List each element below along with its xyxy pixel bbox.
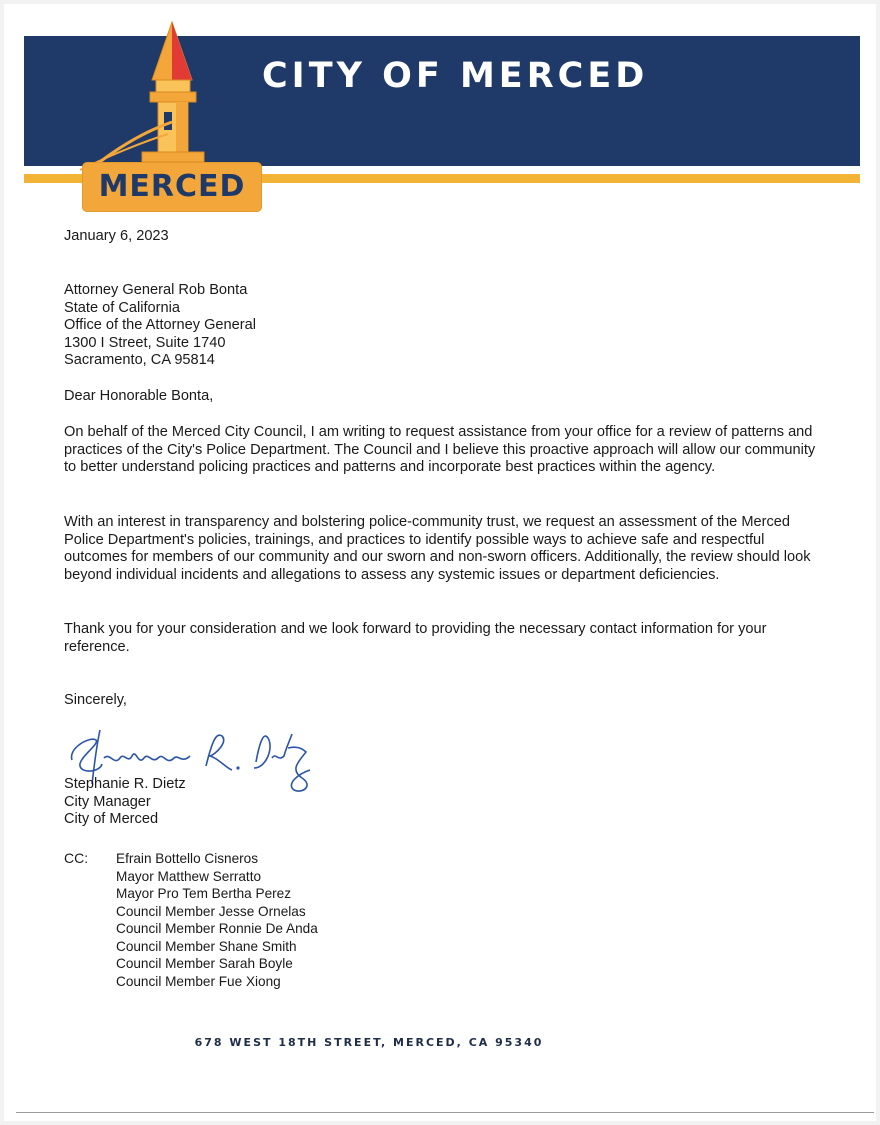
signer-title: City Manager — [64, 793, 151, 810]
recipient-address — [64, 282, 824, 370]
bottom-divider — [16, 1112, 874, 1113]
cc-recipient: Council Member Jesse Ornelas — [116, 903, 306, 919]
address-line: Office of the Attorney General — [64, 317, 256, 333]
letterhead-title: CITY OF MERCED — [262, 56, 649, 96]
cc-recipient: Mayor Matthew Serratto — [116, 868, 262, 884]
signer-org: City of Merced — [64, 811, 159, 827]
cc-recipient: Efrain Bottello Cisneros — [116, 851, 259, 866]
cc-label: CC: — [64, 850, 89, 866]
signer-name: Stephanie R. Dietz — [64, 776, 186, 792]
cc-recipient: Council Member Shane Smith — [116, 938, 297, 954]
cc-recipient: Council Member Sarah Boyle — [116, 956, 293, 971]
body-paragraph: With an interest in transparency and bolstering police-community trust, we request an assessment of the Merced Police Department's policies, trainings, and practices to identify possible ways to achieve safe and respectful outcomes for members of our community and our sworn and non-sworn officers. Additionally, the review should look beyond individual incidents and allegations to assess any systemic issues or department deficiencies. — [64, 514, 811, 583]
cc-recipient: Mayor Pro Tem Bertha Perez — [116, 886, 292, 901]
letter-date: January 6, 2023 — [64, 228, 169, 244]
cc-list — [116, 850, 318, 990]
address-line: 1300 I Street, Suite 1740 — [64, 334, 226, 351]
address-line: Sacramento, CA 95814 — [64, 352, 215, 368]
address-line: State of California — [64, 299, 181, 316]
body-paragraph: On behalf of the Merced City Council, I am writing to request assistance from your office for a review of patterns and practices of the City's Police Department. The Council and I believe this proactive approach will allow our community to better understand policing practices and patterns and incorporate best practices within the agency. — [64, 424, 816, 475]
cc-recipient: Council Member Ronnie De Anda — [116, 921, 318, 936]
body-paragraph: Thank you for your consideration and we look forward to providing the necessary contact information for your reference. — [64, 621, 767, 655]
courthouse-tower-logo-icon — [72, 18, 222, 178]
signer-block — [64, 776, 824, 829]
address-line: Attorney General Rob Bonta — [64, 282, 248, 298]
salutation: Dear Honorable Bonta, — [64, 388, 214, 404]
footer-address: 678 WEST 18TH STREET, MERCED, CA 95340 — [194, 1036, 544, 1049]
badge-text: MERCED — [98, 169, 246, 204]
closing: Sincerely, — [64, 692, 127, 708]
cc-recipient: Council Member Fue Xiong — [116, 973, 281, 989]
letter-page — [4, 4, 876, 1121]
merced-badge — [82, 162, 262, 212]
